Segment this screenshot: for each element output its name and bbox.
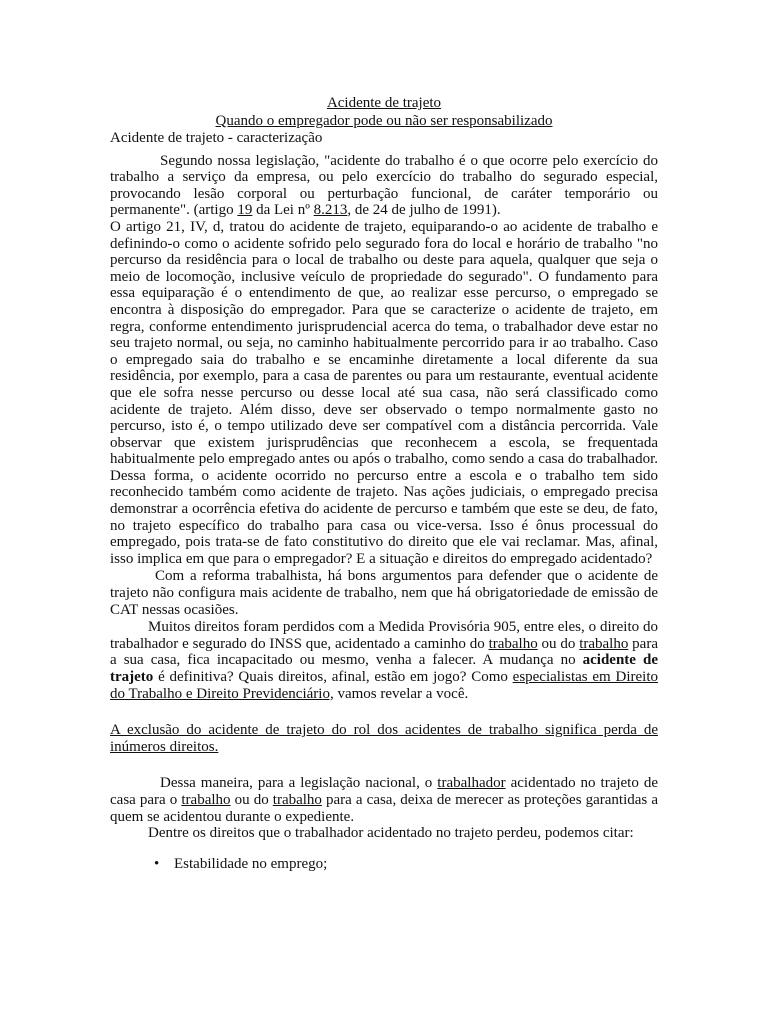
link-trabalho-1[interactable]: trabalho bbox=[488, 635, 538, 652]
paragraph-4: Muitos direitos foram perdidos com a Medida Provisória 905, entre eles, o direito do trabalhador e segurado do INSS que, acidentado a caminho do trabalho ou do trabalho para a sua casa, fica incapacitado ou mesmo, venha a falecer. A mudança no acidente de trajeto é definitiva? Quais direitos, afinal, estão em jogo? Como especialistas em Direito do Trabalho e Direito Previdenciário, vamos revelar a você. bbox=[110, 619, 658, 702]
spacer bbox=[110, 702, 658, 722]
link-trabalho-2[interactable]: trabalho bbox=[579, 635, 629, 652]
spacer bbox=[110, 755, 658, 775]
bold-acidente-de-trajeto: acidente de trajeto bbox=[110, 652, 658, 685]
link-trabalhador[interactable]: trabalhador bbox=[437, 775, 506, 792]
link-trabalho-3[interactable]: trabalho bbox=[181, 791, 231, 808]
link-lei-8213[interactable]: 8.213 bbox=[313, 202, 348, 219]
document-subtitle: Quando o empregador pode ou não ser responsabilizado bbox=[215, 113, 553, 129]
list-item: • Estabilidade no emprego; bbox=[154, 856, 658, 873]
paragraph-3: Com a reforma trabalhista, há bons argumentos para defender que o acidente de trajeto não configura mais acidente de trabalho, nem que há obrigatoriedade de emissão de CAT nessas ocasiões. bbox=[110, 568, 658, 618]
section-heading-exclusao: A exclusão do acidente de trajeto do rol dos acidentes de trabalho significa perda de inúmeros direitos. bbox=[110, 722, 658, 755]
paragraph-6: Dessa maneira, para a legislação nacional, o trabalhador acidentado no trajeto de casa para o trabalho ou do trabalho para a casa, deixa de merecer as proteções garantidas a quem se acidentou durante o expediente. bbox=[110, 775, 659, 825]
link-especialistas[interactable]: especialistas em Direito do Trabalho e Direito Previdenciário, bbox=[110, 669, 658, 702]
link-trabalho-4[interactable]: trabalho bbox=[272, 791, 322, 808]
section-heading: Acidente de trajeto - caracterização bbox=[110, 130, 323, 146]
paragraph-7: Dentre os direitos que o trabalhador acidentado no trajeto perdeu, podemos citar: bbox=[148, 825, 634, 842]
title-block bbox=[110, 94, 658, 130]
link-artigo-19[interactable]: 19 bbox=[237, 202, 253, 219]
paragraph-2: O artigo 21, IV, d, tratou do acidente de trajeto, equiparando-o ao acidente de trabalho e definindo-o como o acidente sofrido pelo segurado fora do local e horário de trabalho "no percurso da residência para o local de trabalho ou deste para aquela, qualquer que seja o meio de locomoção, inclusive veículo de propriedade do segurado". O fundamento para essa equiparação é o entendimento de que, ao realizar esse percurso, o empregado se encontra à disposição do empregador. Para que se caracterize o acidente de trajeto, em regra, conforme entendimento jurisprudencial acerca do tema, o trabalhador deve estar no seu trajeto normal, ou seja, no caminho habitualmente percorrido para ir ao trabalho. Caso o empregado saia do trabalho e se encaminhe diretamente a local diferente da sua residência, por exemplo, para a casa de parentes ou para um restaurante, eventual acidente que ele sofra nesse percurso ou desse local até sua casa, não será classificado como acidente de trajeto. Além disso, deve ser observado o tempo normalmente gasto no percurso, isto é, o tempo utilizado deve ser compatível com a distância percorrida. Vale observar que existem jurisprudências que reconhecem a escola, se frequentada habitualmente pelo empregado antes ou após o trabalho, como sendo a casa do trabalhador. Dessa forma, o acidente ocorrido no percurso entre a escola e o trabalho tem sido reconhecido também como acidente de trajeto. Nas ações judiciais, o empregado precisa demonstrar a ocorrência efetiva do acidente de percurso e também que este se deu, de fato, no trajeto específico do trabalho para casa ou vice-versa. Isso é ônus processual do empregado, pois trata-se de fato constitutivo do direito que ele vai reclamar. Mas, afinal, isso implica em que para o empregador? E a situação e direitos do empregado acidentado? bbox=[110, 218, 658, 567]
document-title: Acidente de trajeto bbox=[326, 95, 442, 111]
rights-list bbox=[110, 856, 658, 873]
paragraph-1: Segundo nossa legislação, "acidente do trabalho é o que ocorre pelo exercício do trabalho a serviço da empresa, ou pelo exercício do trabalho do segurado especial, provocando lesão corporal ou perturbação funcional, de caráter temporário ou permanente". (artigo 19 da Lei nº 8.213, de 24 de julho de 1991). bbox=[110, 152, 658, 219]
